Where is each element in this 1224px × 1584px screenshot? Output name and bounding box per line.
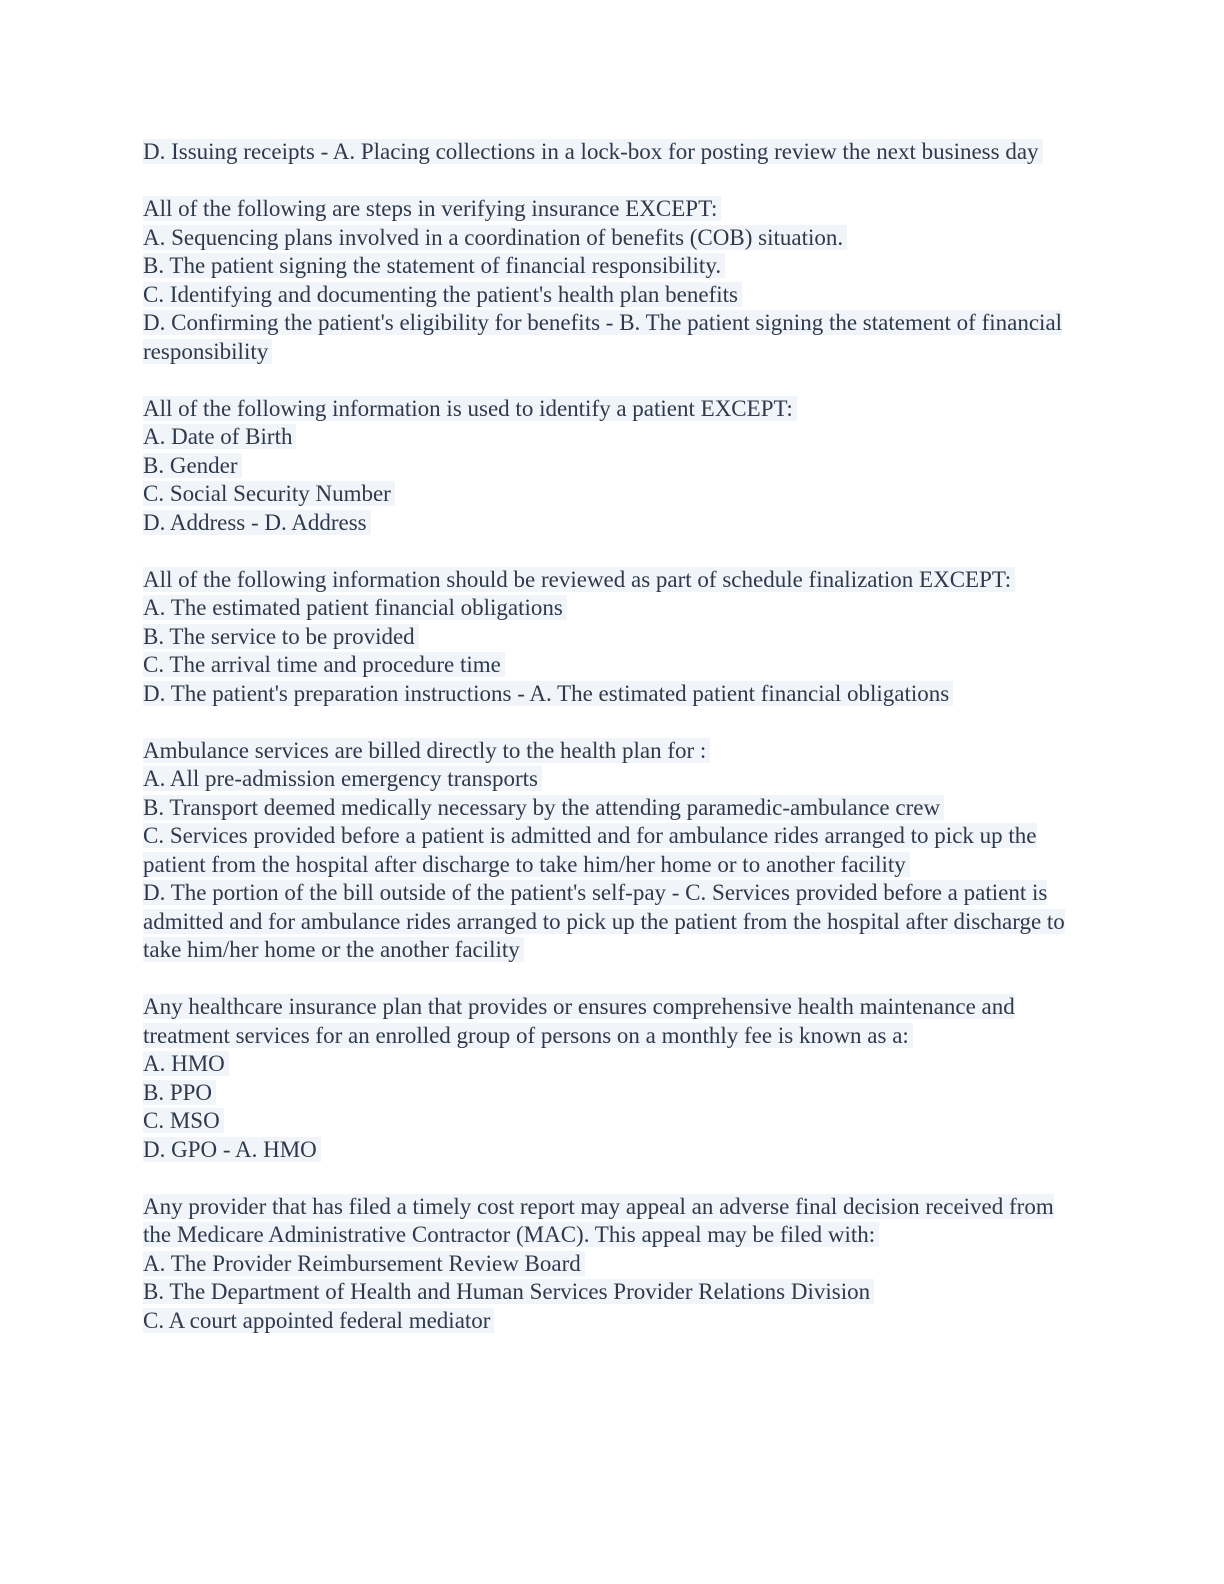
text-line bbox=[143, 480, 1080, 509]
highlighted-text: B. The patient signing the statement of financial responsibility. bbox=[143, 253, 725, 278]
text-line bbox=[143, 452, 1080, 481]
highlighted-text: C. Social Security Number bbox=[143, 481, 395, 506]
text-line bbox=[143, 281, 1080, 310]
highlighted-text: All of the following information should be reviewed as part of schedule finalization EXCEPT: bbox=[143, 567, 1015, 592]
text-line bbox=[143, 651, 1080, 680]
text-line bbox=[143, 680, 1080, 709]
text-line bbox=[143, 623, 1080, 652]
highlighted-text: D. GPO - A. HMO bbox=[143, 1137, 321, 1162]
text-line bbox=[143, 566, 1080, 595]
question-block bbox=[143, 993, 1080, 1164]
text-line bbox=[143, 138, 1080, 167]
highlighted-text: A. The Provider Reimbursement Review Board bbox=[143, 1251, 585, 1276]
text-line bbox=[143, 765, 1080, 794]
text-line bbox=[143, 1079, 1080, 1108]
question-block bbox=[143, 195, 1080, 366]
text-line bbox=[143, 1278, 1080, 1307]
highlighted-text: A. Date of Birth bbox=[143, 424, 296, 449]
text-line bbox=[143, 509, 1080, 538]
text-line bbox=[143, 1107, 1080, 1136]
highlighted-text: A. The estimated patient financial obligations bbox=[143, 595, 567, 620]
text-line bbox=[143, 1307, 1080, 1336]
text-line bbox=[143, 1193, 1080, 1250]
question-block bbox=[143, 1193, 1080, 1336]
document-content bbox=[143, 138, 1080, 1364]
text-line bbox=[143, 1050, 1080, 1079]
highlighted-text: Any healthcare insurance plan that provides or ensures comprehensive health maintenance and treatment services for an enrolled group of persons on a monthly fee is known as a: bbox=[143, 994, 1015, 1048]
text-line bbox=[143, 822, 1080, 879]
text-line bbox=[143, 195, 1080, 224]
text-line bbox=[143, 252, 1080, 281]
highlighted-text: Any provider that has filed a timely cost report may appeal an adverse final decision received from the Medicare Administrative Contractor (MAC). This appeal may be filed with: bbox=[143, 1193, 1054, 1247]
highlighted-text: Ambulance services are billed directly to the health plan for : bbox=[143, 738, 710, 763]
highlighted-text: B. Gender bbox=[143, 453, 242, 478]
text-line bbox=[143, 737, 1080, 766]
highlighted-text: D. The portion of the bill outside of the patient's self-pay - C. Services provided before a patient is admitted and for ambulance rides arranged to pick up the patient from the hospital after discharge to take him/her home or the another facility bbox=[143, 880, 1065, 962]
text-line bbox=[143, 423, 1080, 452]
highlighted-text: B. PPO bbox=[143, 1080, 216, 1105]
highlighted-text: All of the following are steps in verifying insurance EXCEPT: bbox=[143, 196, 721, 221]
highlighted-text: D. Confirming the patient's eligibility for benefits - B. The patient signing the statement of financial responsibility bbox=[143, 310, 1063, 364]
highlighted-text: A. All pre-admission emergency transports bbox=[143, 766, 542, 791]
highlighted-text: C. A court appointed federal mediator bbox=[143, 1308, 494, 1333]
text-line bbox=[143, 1250, 1080, 1279]
highlighted-text: D. The patient's preparation instructions - A. The estimated patient financial obligations bbox=[143, 681, 953, 706]
text-line bbox=[143, 1136, 1080, 1165]
highlighted-text: B. The Department of Health and Human Services Provider Relations Division bbox=[143, 1279, 874, 1304]
question-block bbox=[143, 395, 1080, 538]
question-block bbox=[143, 737, 1080, 965]
text-line bbox=[143, 879, 1080, 965]
text-line bbox=[143, 395, 1080, 424]
text-line bbox=[143, 993, 1080, 1050]
highlighted-text: C. The arrival time and procedure time bbox=[143, 652, 505, 677]
highlighted-text: C. Identifying and documenting the patient's health plan benefits bbox=[143, 282, 742, 307]
highlighted-text: D. Address - D. Address bbox=[143, 510, 371, 535]
highlighted-text: C. Services provided before a patient is admitted and for ambulance rides arranged to pick up the patient from the hospital after discharge to take him/her home or to another facility bbox=[143, 823, 1037, 877]
text-line bbox=[143, 594, 1080, 623]
highlighted-text: B. The service to be provided bbox=[143, 624, 419, 649]
highlighted-text: B. Transport deemed medically necessary by the attending paramedic-ambulance crew bbox=[143, 795, 944, 820]
question-block bbox=[143, 138, 1080, 167]
highlighted-text: A. HMO bbox=[143, 1051, 229, 1076]
text-line bbox=[143, 794, 1080, 823]
text-line bbox=[143, 309, 1080, 366]
highlighted-text: C. MSO bbox=[143, 1108, 224, 1133]
highlighted-text: D. Issuing receipts - A. Placing collections in a lock-box for posting review the next business day bbox=[143, 139, 1043, 164]
highlighted-text: All of the following information is used to identify a patient EXCEPT: bbox=[143, 396, 797, 421]
question-block bbox=[143, 566, 1080, 709]
highlighted-text: A. Sequencing plans involved in a coordination of benefits (COB) situation. bbox=[143, 225, 847, 250]
text-line bbox=[143, 224, 1080, 253]
